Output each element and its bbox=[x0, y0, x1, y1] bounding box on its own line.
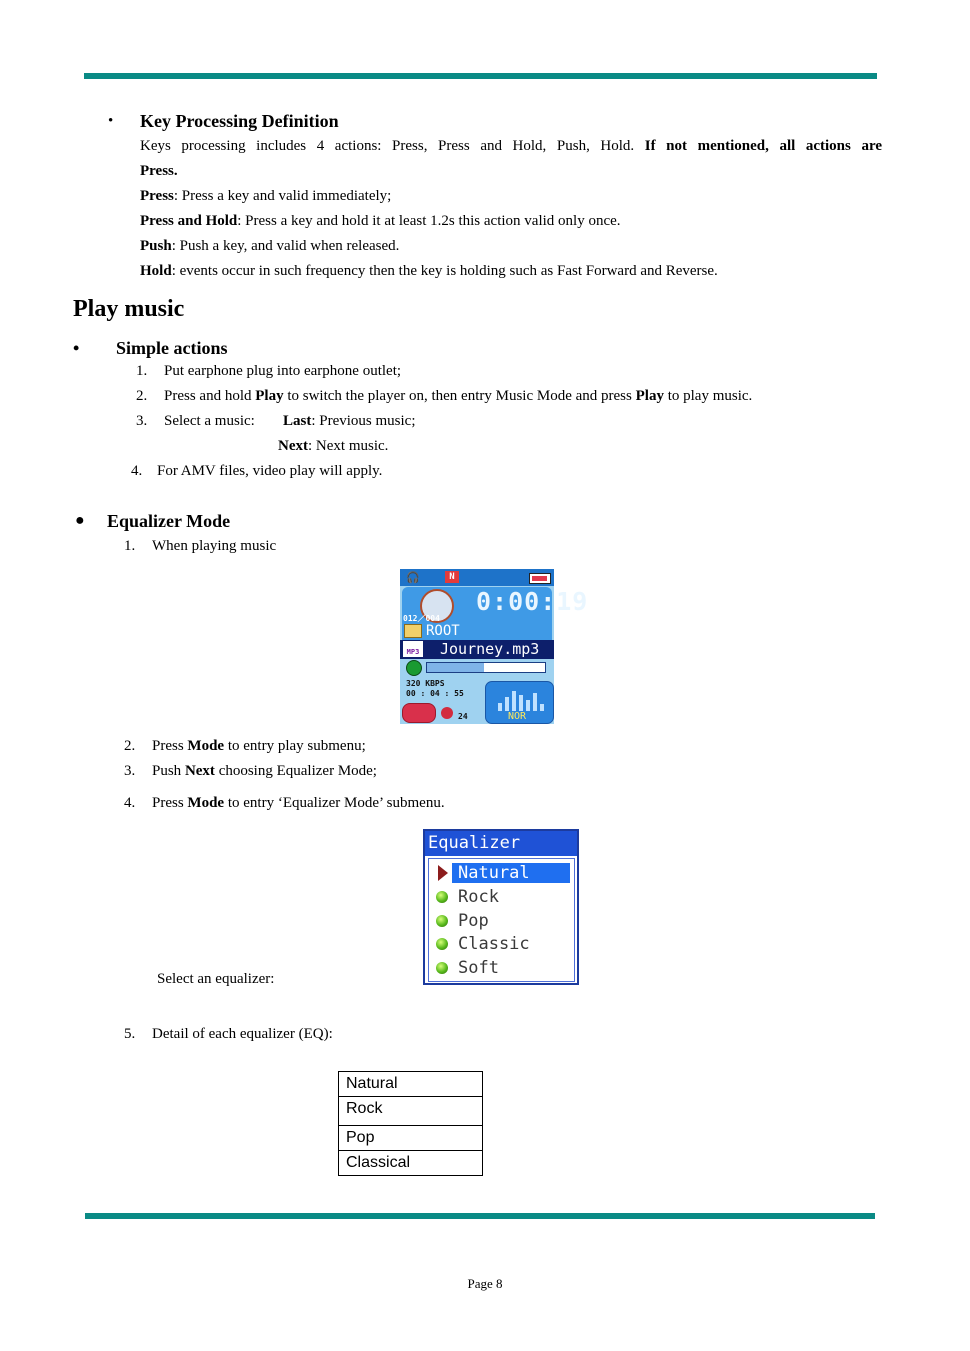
key-next: Next bbox=[278, 438, 308, 454]
track-info bbox=[406, 679, 464, 699]
key-processing-bullet: • bbox=[108, 113, 114, 129]
intro-text: Keys processing includes 4 actions: Press, Press and Hold, Push, Hold. bbox=[140, 138, 635, 154]
eq-mode-label: NOR bbox=[508, 711, 527, 722]
player-screenshot bbox=[400, 569, 589, 724]
simple-item-num: 2. bbox=[136, 388, 148, 404]
text: to entry play submenu; bbox=[224, 738, 366, 754]
eq-option-classic[interactable] bbox=[433, 934, 569, 954]
text: Press bbox=[152, 738, 188, 754]
text: choosing Equalizer Mode; bbox=[214, 763, 377, 779]
key-next: Next bbox=[184, 763, 215, 779]
eq-option-soft[interactable] bbox=[433, 958, 569, 978]
key-last: Last bbox=[283, 413, 312, 429]
eq-bars-icon bbox=[496, 689, 546, 711]
eq-option-label: Rock bbox=[458, 887, 499, 907]
text: to switch the player on, then entry Music Mode and press bbox=[283, 388, 636, 404]
simple-item-text: Select a music: bbox=[164, 413, 255, 429]
def-text: : Press a key and hold it at least 1.2s this action valid only once. bbox=[237, 213, 621, 229]
eq-step-num: 5. bbox=[124, 1026, 136, 1042]
eq-option-pop[interactable] bbox=[433, 911, 569, 931]
eq-step-text: Detail of each equalizer (EQ): bbox=[152, 1026, 333, 1042]
volume-level: 24 bbox=[458, 712, 468, 721]
headphone-icon: 🎧 bbox=[406, 571, 420, 584]
text: Push bbox=[152, 763, 185, 779]
key-processing-heading: Key Processing Definition bbox=[140, 111, 339, 131]
green-dot-icon bbox=[436, 891, 448, 903]
def-push bbox=[140, 237, 399, 255]
green-dot-icon bbox=[436, 938, 448, 950]
eq-option-label: Natural bbox=[452, 863, 570, 883]
file-name: Journey.mp3 bbox=[440, 640, 540, 658]
equalizer-bullet: ● bbox=[75, 512, 85, 529]
intro-bold-press: Press. bbox=[140, 163, 178, 179]
text: : Next music. bbox=[308, 438, 389, 454]
progress-fill bbox=[427, 663, 484, 672]
simple-item-num: 3. bbox=[136, 413, 148, 429]
header-rule bbox=[84, 73, 877, 79]
eq-option-label: Soft bbox=[458, 958, 499, 978]
def-text: : events occur in such frequency then the key is holding such as Fast Forward and Reverse. bbox=[171, 263, 718, 279]
simple-item-last bbox=[283, 412, 416, 430]
equalizer-heading: Equalizer Mode bbox=[107, 511, 231, 531]
def-term: Press and Hold bbox=[140, 213, 238, 229]
key-processing-intro bbox=[140, 137, 882, 155]
key-processing-intro-cont bbox=[140, 162, 178, 180]
table-row bbox=[339, 1151, 483, 1176]
simple-item-text bbox=[164, 387, 752, 405]
folder-name: ROOT bbox=[426, 623, 460, 639]
eq-step-text bbox=[152, 762, 377, 780]
repeat-icon bbox=[441, 707, 453, 719]
key-mode: Mode bbox=[187, 795, 225, 811]
eq-step-num: 1. bbox=[124, 538, 136, 554]
def-press bbox=[140, 187, 391, 205]
eq-option-label: Pop bbox=[458, 911, 489, 931]
simple-actions-bullet: • bbox=[73, 338, 80, 358]
table-row bbox=[339, 1072, 483, 1097]
simple-item-text: Put earphone plug into earphone outlet; bbox=[164, 363, 402, 379]
def-press-and-hold bbox=[140, 212, 621, 230]
text: : Previous music; bbox=[311, 413, 416, 429]
def-text: : Push a key, and valid when released. bbox=[171, 238, 400, 254]
table-cell: Rock bbox=[339, 1097, 483, 1126]
def-hold bbox=[140, 262, 718, 280]
green-dot-icon bbox=[436, 962, 448, 974]
eq-step-text bbox=[152, 737, 366, 755]
select-equalizer-label: Select an equalizer: bbox=[157, 971, 275, 987]
key-play: Play bbox=[635, 388, 664, 404]
page-number: Page 8 bbox=[467, 1276, 503, 1291]
eq-option-label: Classic bbox=[458, 934, 530, 954]
red-button-icon bbox=[402, 703, 436, 723]
section-title-play-music: Play music bbox=[73, 296, 185, 322]
eq-step-num: 2. bbox=[124, 738, 136, 754]
text: Press and hold bbox=[164, 388, 256, 404]
intro-bold: If not mentioned, all actions are bbox=[644, 138, 882, 154]
progress-bar bbox=[426, 662, 546, 673]
text: Press bbox=[152, 795, 188, 811]
eq-step-num: 4. bbox=[124, 795, 136, 811]
table-row bbox=[339, 1097, 483, 1126]
eq-option-natural[interactable] bbox=[433, 863, 569, 883]
play-icon bbox=[406, 660, 422, 676]
n-badge-icon: N bbox=[445, 571, 459, 583]
simple-item-num: 4. bbox=[131, 463, 143, 479]
elapsed-time: 0:00:19 bbox=[476, 587, 589, 616]
mp3-icon: MP3 bbox=[403, 641, 423, 657]
text: to entry ‘Equalizer Mode’ submenu. bbox=[224, 795, 445, 811]
simple-actions-heading: Simple actions bbox=[116, 338, 228, 358]
green-dot-icon bbox=[436, 915, 448, 927]
table-cell: Pop bbox=[339, 1126, 483, 1151]
table-cell: Classical bbox=[339, 1151, 483, 1176]
text: to play music. bbox=[663, 388, 753, 404]
eq-option-rock[interactable] bbox=[433, 887, 569, 907]
eq-step-text bbox=[152, 794, 445, 812]
equalizer-dialog-title: Equalizer bbox=[425, 831, 577, 856]
folder-icon bbox=[404, 624, 422, 638]
selection-arrow-icon bbox=[438, 865, 448, 881]
key-play: Play bbox=[255, 388, 284, 404]
def-term: Press bbox=[140, 188, 174, 204]
simple-item-num: 1. bbox=[136, 363, 148, 379]
equalizer-dialog bbox=[423, 829, 579, 985]
duration: 00 : 04 : 55 bbox=[406, 689, 464, 698]
def-text: : Press a key and valid immediately; bbox=[173, 188, 392, 204]
track-counter: 012／004 bbox=[403, 614, 440, 623]
key-mode: Mode bbox=[187, 738, 225, 754]
eq-step-num: 3. bbox=[124, 763, 136, 779]
simple-item-next bbox=[278, 437, 388, 455]
battery-icon bbox=[529, 573, 551, 584]
eq-detail-table bbox=[338, 1071, 483, 1176]
def-term: Push bbox=[140, 238, 172, 254]
eq-step-text: When playing music bbox=[152, 538, 277, 554]
def-term: Hold bbox=[140, 263, 172, 279]
table-cell: Natural bbox=[339, 1072, 483, 1097]
table-row bbox=[339, 1126, 483, 1151]
bitrate: 320 KBPS bbox=[406, 679, 445, 688]
footer-rule bbox=[85, 1213, 875, 1219]
simple-item-text: For AMV files, video play will apply. bbox=[157, 463, 383, 479]
